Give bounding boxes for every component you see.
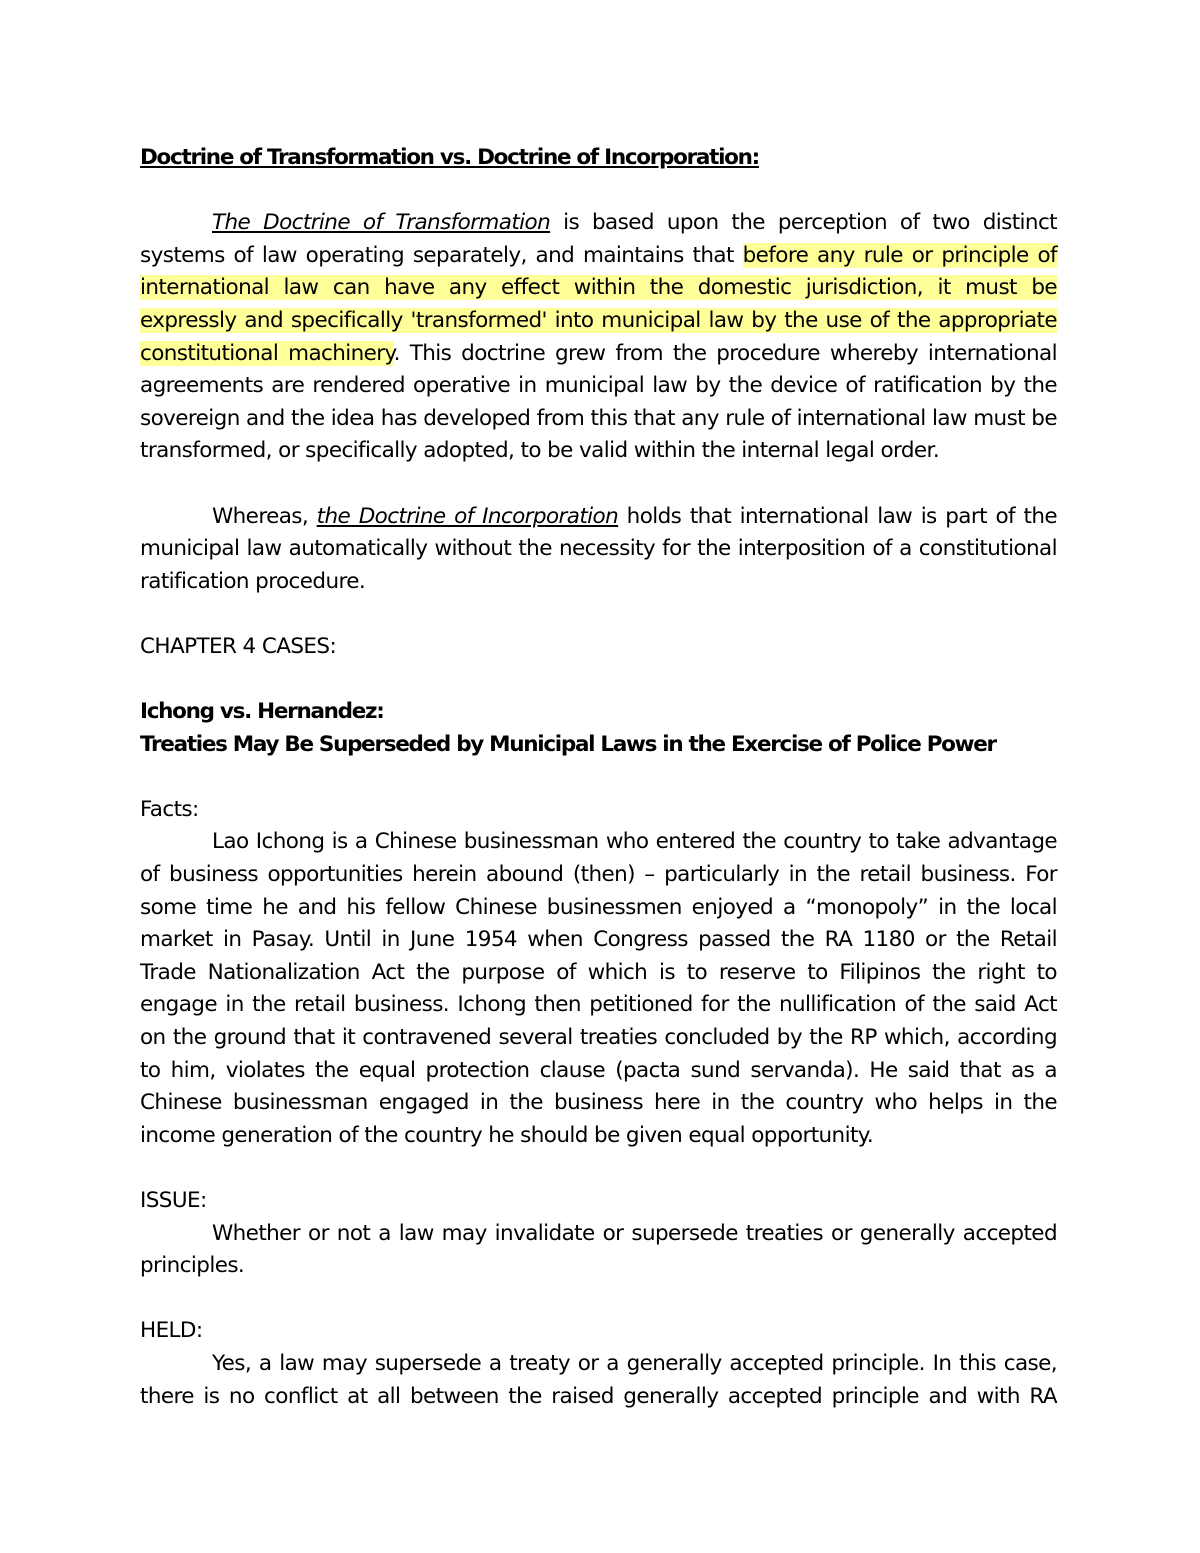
facts-label: Facts: [140,796,199,822]
transformation-text-a: is based upon the perception of two distinct systems of law operating separately, and maintains that [140,210,1058,268]
transformation-term: The Doctrine of Transformation [212,210,551,236]
facts-paragraph: Lao Ichong is a Chinese businessman who entered the country to take advantage of business opportunities herein abound (then) – particularly in the retail business. For some time he and his fellow Chinese businessmen enjoyed a “monopoly” in the local market in Pasay. Until in June 1954 when Congress passed the RA 1180 or the Retail Trade Nationalization Act the purpose of which is to reserve to Filipinos the right to engage in the retail business. Ichong then petitioned for the nullification of the said Act on the ground that it contravened several treaties concluded by the RP which, according to him, violates the equal protection clause (pacta sund servanda). He said that as a Chinese businessman engaged in the business here in the country who helps in the income generation of the country he should be given equal opportunity. [140,829,1057,1148]
doctrine-heading: Doctrine of Transformation vs. Doctrine of Incorporation: [140,145,759,170]
spacer [140,175,1057,208]
incorporation-paragraph [140,501,1057,599]
incorporation-text-a: Whereas, [212,503,317,529]
held-paragraph: Yes, a law may supersede a treaty or a generally accepted principle. In this case, there is no conflict at all between the raised generally accepted principle and with RA [140,1350,1057,1409]
spacer [140,1283,1057,1316]
issue-label: ISSUE: [140,1188,207,1213]
spacer [140,468,1057,501]
spacer [140,1152,1057,1185]
issue-paragraph: Whether or not a law may invalidate or supersede treaties or generally accepted principles. [140,1220,1057,1279]
spacer [140,598,1057,631]
incorporation-term: the Doctrine of Incorporation [316,503,619,529]
transformation-text-b: . This doctrine grew from the procedure whereby international agreements are rendered operative in municipal law by the device of ratification by the sovereign and the idea has developed from this that any rule of international law must be transformed, or specifically adopted, to be valid within the internal legal order. [140,340,1057,464]
incorporation-text-b: holds that international law is part of the municipal law automatically without the necessity for the interposition of a constitutional ratification procedure. [140,503,1057,594]
held-label: HELD: [140,1318,203,1344]
case-subtitle: Treaties May Be Superseded by Municipal Laws in the Exercise of Police Power [140,731,996,757]
case-title: Ichong vs. Hernandez: [140,699,384,725]
highlighted-text: before any rule or principle of international law can have any effect within the domestic jurisdiction, it must be expressly and specifically 'transformed' into municipal law by the use of the appropriate constitutional machinery [140,242,1057,366]
document-page [140,142,1057,1413]
chapter-label: CHAPTER 4 CASES: [140,633,337,659]
transformation-paragraph [140,207,1057,468]
spacer [140,761,1057,794]
spacer [140,664,1057,697]
